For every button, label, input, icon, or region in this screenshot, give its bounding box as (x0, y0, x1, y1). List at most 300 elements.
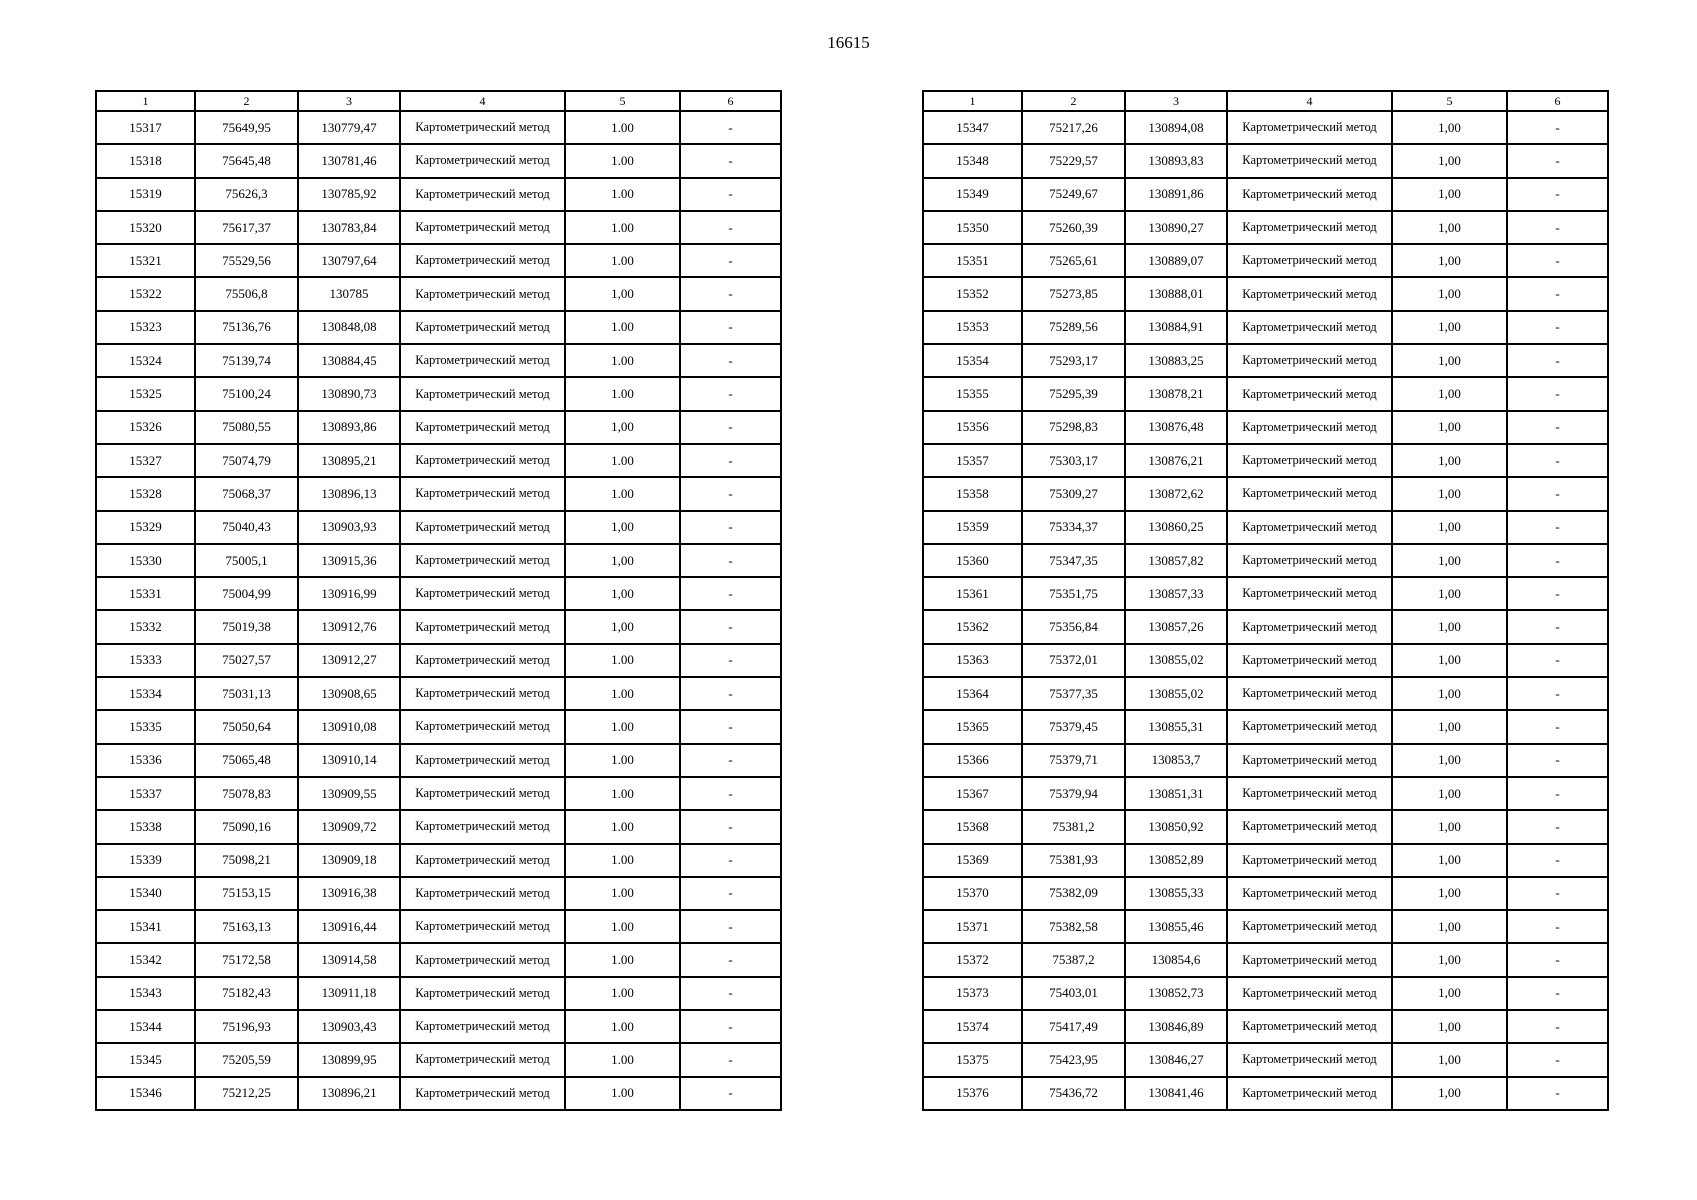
x-coordinate-cell: 75004,99 (195, 577, 298, 610)
description-cell: - (680, 943, 781, 976)
column-header-5: 5 (565, 91, 680, 111)
y-coordinate-cell: 130855,31 (1125, 710, 1227, 743)
accuracy-cell: 1,00 (565, 411, 680, 444)
accuracy-cell: 1,00 (565, 610, 680, 643)
description-cell: - (1507, 1010, 1608, 1043)
x-coordinate-cell: 75136,76 (195, 311, 298, 344)
description-cell: - (680, 1010, 781, 1043)
method-cell: Картометрический метод (400, 477, 565, 510)
method-cell: Картометрический метод (1227, 777, 1392, 810)
y-coordinate-cell: 130909,72 (298, 810, 400, 843)
method-cell: Картометрический метод (400, 244, 565, 277)
table-row (96, 144, 781, 177)
y-coordinate-cell: 130903,93 (298, 511, 400, 544)
x-coordinate-cell: 75040,43 (195, 511, 298, 544)
column-header-3: 3 (1125, 91, 1227, 111)
description-cell: - (1507, 344, 1608, 377)
description-cell: - (680, 710, 781, 743)
description-cell: - (1507, 178, 1608, 211)
accuracy-cell: 1,00 (565, 277, 680, 310)
x-coordinate-cell: 75182,43 (195, 977, 298, 1010)
x-coordinate-cell: 75347,35 (1022, 544, 1125, 577)
accuracy-cell: 1,00 (1392, 910, 1507, 943)
table-row (96, 277, 781, 310)
table-row (923, 1010, 1608, 1043)
method-cell: Картометрический метод (400, 810, 565, 843)
table-row (96, 977, 781, 1010)
accuracy-cell: 1,00 (1392, 277, 1507, 310)
table-row (96, 377, 781, 410)
table-row (96, 810, 781, 843)
y-coordinate-cell: 130908,65 (298, 677, 400, 710)
accuracy-cell: 1,00 (1392, 511, 1507, 544)
accuracy-cell: 1.00 (565, 910, 680, 943)
method-cell: Картометрический метод (400, 178, 565, 211)
x-coordinate-cell: 75217,26 (1022, 111, 1125, 144)
method-cell: Картометрический метод (400, 777, 565, 810)
table-row (96, 744, 781, 777)
accuracy-cell: 1.00 (565, 777, 680, 810)
column-header-6: 6 (1507, 91, 1608, 111)
x-coordinate-cell: 75078,83 (195, 777, 298, 810)
description-cell: - (680, 144, 781, 177)
accuracy-cell: 1,00 (1392, 444, 1507, 477)
x-coordinate-cell: 75423,95 (1022, 1043, 1125, 1076)
table-row (923, 411, 1608, 444)
x-coordinate-cell: 75436,72 (1022, 1077, 1125, 1110)
accuracy-cell: 1,00 (1392, 777, 1507, 810)
point-number-cell: 15364 (923, 677, 1022, 710)
y-coordinate-cell: 130851,31 (1125, 777, 1227, 810)
description-cell: - (1507, 710, 1608, 743)
point-number-cell: 15327 (96, 444, 195, 477)
point-number-cell: 15338 (96, 810, 195, 843)
point-number-cell: 15350 (923, 211, 1022, 244)
accuracy-cell: 1,00 (1392, 977, 1507, 1010)
description-cell: - (1507, 977, 1608, 1010)
description-cell: - (680, 677, 781, 710)
y-coordinate-cell: 130895,21 (298, 444, 400, 477)
table-row (923, 577, 1608, 610)
table-row (96, 344, 781, 377)
point-number-cell: 15366 (923, 744, 1022, 777)
accuracy-cell: 1,00 (1392, 311, 1507, 344)
point-number-cell: 15370 (923, 877, 1022, 910)
description-cell: - (680, 644, 781, 677)
point-number-cell: 15359 (923, 511, 1022, 544)
accuracy-cell: 1,00 (1392, 211, 1507, 244)
x-coordinate-cell: 75090,16 (195, 810, 298, 843)
x-coordinate-cell: 75303,17 (1022, 444, 1125, 477)
column-header-2: 2 (1022, 91, 1125, 111)
description-cell: - (680, 244, 781, 277)
accuracy-cell: 1,00 (565, 577, 680, 610)
point-number-cell: 15326 (96, 411, 195, 444)
table-row (923, 844, 1608, 877)
description-cell: - (680, 810, 781, 843)
y-coordinate-cell: 130854,6 (1125, 943, 1227, 976)
description-cell: - (680, 111, 781, 144)
coordinates-table-right (922, 90, 1609, 1111)
x-coordinate-cell: 75229,57 (1022, 144, 1125, 177)
table-row (923, 144, 1608, 177)
method-cell: Картометрический метод (400, 511, 565, 544)
point-number-cell: 15354 (923, 344, 1022, 377)
y-coordinate-cell: 130899,95 (298, 1043, 400, 1076)
point-number-cell: 15331 (96, 577, 195, 610)
column-header-1: 1 (96, 91, 195, 111)
x-coordinate-cell: 75265,61 (1022, 244, 1125, 277)
point-number-cell: 15333 (96, 644, 195, 677)
x-coordinate-cell: 75139,74 (195, 344, 298, 377)
x-coordinate-cell: 75027,57 (195, 644, 298, 677)
method-cell: Картометрический метод (400, 610, 565, 643)
point-number-cell: 15349 (923, 178, 1022, 211)
method-cell: Картометрический метод (400, 311, 565, 344)
table-row (96, 244, 781, 277)
y-coordinate-cell: 130911,18 (298, 977, 400, 1010)
accuracy-cell: 1,00 (1392, 111, 1507, 144)
accuracy-cell: 1,00 (1392, 644, 1507, 677)
accuracy-cell: 1.00 (565, 244, 680, 277)
description-cell: - (1507, 644, 1608, 677)
x-coordinate-cell: 75387,2 (1022, 943, 1125, 976)
point-number-cell: 15357 (923, 444, 1022, 477)
table-row (923, 943, 1608, 976)
x-coordinate-cell: 75065,48 (195, 744, 298, 777)
description-cell: - (1507, 511, 1608, 544)
accuracy-cell: 1.00 (565, 943, 680, 976)
method-cell: Картометрический метод (400, 111, 565, 144)
method-cell: Картометрический метод (1227, 910, 1392, 943)
accuracy-cell: 1.00 (565, 444, 680, 477)
accuracy-cell: 1.00 (565, 1077, 680, 1110)
x-coordinate-cell: 75100,24 (195, 377, 298, 410)
point-number-cell: 15344 (96, 1010, 195, 1043)
description-cell: - (680, 844, 781, 877)
table-row (923, 477, 1608, 510)
table-row (923, 511, 1608, 544)
method-cell: Картометрический метод (400, 677, 565, 710)
point-number-cell: 15318 (96, 144, 195, 177)
description-cell: - (1507, 477, 1608, 510)
y-coordinate-cell: 130797,64 (298, 244, 400, 277)
accuracy-cell: 1.00 (565, 1010, 680, 1043)
accuracy-cell: 1.00 (565, 111, 680, 144)
point-number-cell: 15341 (96, 910, 195, 943)
description-cell: - (680, 610, 781, 643)
column-header-5: 5 (1392, 91, 1507, 111)
method-cell: Картометрический метод (1227, 144, 1392, 177)
table-row (96, 544, 781, 577)
y-coordinate-cell: 130853,7 (1125, 744, 1227, 777)
x-coordinate-cell: 75529,56 (195, 244, 298, 277)
y-coordinate-cell: 130915,36 (298, 544, 400, 577)
point-number-cell: 15346 (96, 1077, 195, 1110)
point-number-cell: 15325 (96, 377, 195, 410)
description-cell: - (680, 444, 781, 477)
accuracy-cell: 1,00 (1392, 477, 1507, 510)
column-header-4: 4 (1227, 91, 1392, 111)
description-cell: - (1507, 610, 1608, 643)
description-cell: - (1507, 111, 1608, 144)
y-coordinate-cell: 130903,43 (298, 1010, 400, 1043)
point-number-cell: 15362 (923, 610, 1022, 643)
y-coordinate-cell: 130891,86 (1125, 178, 1227, 211)
page-number: 16615 (827, 33, 870, 52)
point-number-cell: 15342 (96, 943, 195, 976)
x-coordinate-cell: 75068,37 (195, 477, 298, 510)
y-coordinate-cell: 130846,27 (1125, 1043, 1227, 1076)
method-cell: Картометрический метод (400, 943, 565, 976)
accuracy-cell: 1,00 (1392, 610, 1507, 643)
point-number-cell: 15322 (96, 277, 195, 310)
description-cell: - (1507, 1077, 1608, 1110)
column-header-3: 3 (298, 91, 400, 111)
y-coordinate-cell: 130872,62 (1125, 477, 1227, 510)
y-coordinate-cell: 130850,92 (1125, 810, 1227, 843)
description-cell: - (680, 311, 781, 344)
table-row (96, 644, 781, 677)
accuracy-cell: 1,00 (1392, 411, 1507, 444)
method-cell: Картометрический метод (1227, 544, 1392, 577)
description-cell: - (680, 277, 781, 310)
table-row (923, 644, 1608, 677)
table-row (923, 710, 1608, 743)
y-coordinate-cell: 130910,14 (298, 744, 400, 777)
method-cell: Картометрический метод (400, 144, 565, 177)
description-cell: - (1507, 677, 1608, 710)
point-number-cell: 15343 (96, 977, 195, 1010)
point-number-cell: 15372 (923, 943, 1022, 976)
y-coordinate-cell: 130884,91 (1125, 311, 1227, 344)
accuracy-cell: 1.00 (565, 644, 680, 677)
method-cell: Картометрический метод (400, 211, 565, 244)
table-row (96, 1043, 781, 1076)
description-cell: - (680, 544, 781, 577)
y-coordinate-cell: 130855,02 (1125, 644, 1227, 677)
point-number-cell: 15369 (923, 844, 1022, 877)
y-coordinate-cell: 130785,92 (298, 178, 400, 211)
x-coordinate-cell: 75379,45 (1022, 710, 1125, 743)
table-row (96, 211, 781, 244)
method-cell: Картометрический метод (1227, 411, 1392, 444)
method-cell: Картометрический метод (1227, 1077, 1392, 1110)
point-number-cell: 15340 (96, 877, 195, 910)
accuracy-cell: 1.00 (565, 477, 680, 510)
table-row (923, 977, 1608, 1010)
method-cell: Картометрический метод (400, 1043, 565, 1076)
accuracy-cell: 1.00 (565, 344, 680, 377)
y-coordinate-cell: 130912,76 (298, 610, 400, 643)
description-cell: - (680, 744, 781, 777)
method-cell: Картометрический метод (400, 644, 565, 677)
accuracy-cell: 1,00 (1392, 1043, 1507, 1076)
point-number-cell: 15368 (923, 810, 1022, 843)
x-coordinate-cell: 75098,21 (195, 844, 298, 877)
method-cell: Картометрический метод (400, 877, 565, 910)
table-row (96, 1077, 781, 1110)
y-coordinate-cell: 130785 (298, 277, 400, 310)
accuracy-cell: 1,00 (1392, 810, 1507, 843)
x-coordinate-cell: 75005,1 (195, 544, 298, 577)
description-cell: - (1507, 744, 1608, 777)
method-cell: Картометрический метод (1227, 744, 1392, 777)
accuracy-cell: 1.00 (565, 211, 680, 244)
y-coordinate-cell: 130896,21 (298, 1077, 400, 1110)
x-coordinate-cell: 75212,25 (195, 1077, 298, 1110)
x-coordinate-cell: 75626,3 (195, 178, 298, 211)
description-cell: - (1507, 444, 1608, 477)
x-coordinate-cell: 75074,79 (195, 444, 298, 477)
x-coordinate-cell: 75382,58 (1022, 910, 1125, 943)
description-cell: - (680, 977, 781, 1010)
description-cell: - (1507, 910, 1608, 943)
x-coordinate-cell: 75506,8 (195, 277, 298, 310)
method-cell: Картометрический метод (1227, 211, 1392, 244)
method-cell: Картометрический метод (1227, 178, 1392, 211)
table-header-row (923, 91, 1608, 111)
accuracy-cell: 1.00 (565, 144, 680, 177)
accuracy-cell: 1,00 (1392, 1077, 1507, 1110)
point-number-cell: 15320 (96, 211, 195, 244)
table-row (96, 1010, 781, 1043)
accuracy-cell: 1,00 (1392, 178, 1507, 211)
description-cell: - (680, 178, 781, 211)
point-number-cell: 15337 (96, 777, 195, 810)
point-number-cell: 15334 (96, 677, 195, 710)
point-number-cell: 15363 (923, 644, 1022, 677)
description-cell: - (680, 344, 781, 377)
y-coordinate-cell: 130914,58 (298, 943, 400, 976)
y-coordinate-cell: 130894,08 (1125, 111, 1227, 144)
x-coordinate-cell: 75289,56 (1022, 311, 1125, 344)
x-coordinate-cell: 75309,27 (1022, 477, 1125, 510)
x-coordinate-cell: 75295,39 (1022, 377, 1125, 410)
y-coordinate-cell: 130857,33 (1125, 577, 1227, 610)
x-coordinate-cell: 75381,2 (1022, 810, 1125, 843)
description-cell: - (1507, 411, 1608, 444)
table-row (923, 444, 1608, 477)
y-coordinate-cell: 130888,01 (1125, 277, 1227, 310)
point-number-cell: 15345 (96, 1043, 195, 1076)
description-cell: - (680, 910, 781, 943)
description-cell: - (1507, 844, 1608, 877)
table-row (96, 444, 781, 477)
table-row (96, 577, 781, 610)
y-coordinate-cell: 130857,82 (1125, 544, 1227, 577)
table-row (923, 877, 1608, 910)
table-row (96, 511, 781, 544)
accuracy-cell: 1.00 (565, 810, 680, 843)
table-row (923, 777, 1608, 810)
point-number-cell: 15371 (923, 910, 1022, 943)
accuracy-cell: 1.00 (565, 178, 680, 211)
x-coordinate-cell: 75617,37 (195, 211, 298, 244)
x-coordinate-cell: 75153,15 (195, 877, 298, 910)
description-cell: - (680, 211, 781, 244)
accuracy-cell: 1,00 (565, 544, 680, 577)
point-number-cell: 15351 (923, 244, 1022, 277)
accuracy-cell: 1,00 (1392, 844, 1507, 877)
description-cell: - (680, 411, 781, 444)
method-cell: Картометрический метод (400, 1010, 565, 1043)
x-coordinate-cell: 75379,71 (1022, 744, 1125, 777)
y-coordinate-cell: 130857,26 (1125, 610, 1227, 643)
table-row (923, 344, 1608, 377)
coordinates-table-left (95, 90, 782, 1111)
accuracy-cell: 1,00 (1392, 544, 1507, 577)
description-cell: - (680, 477, 781, 510)
point-number-cell: 15358 (923, 477, 1022, 510)
point-number-cell: 15373 (923, 977, 1022, 1010)
table-row (923, 1077, 1608, 1110)
x-coordinate-cell: 75649,95 (195, 111, 298, 144)
description-cell: - (680, 377, 781, 410)
description-cell: - (1507, 144, 1608, 177)
table-row (923, 810, 1608, 843)
table-row (96, 710, 781, 743)
table-row (923, 610, 1608, 643)
y-coordinate-cell: 130909,55 (298, 777, 400, 810)
point-number-cell: 15348 (923, 144, 1022, 177)
method-cell: Картометрический метод (400, 544, 565, 577)
method-cell: Картометрический метод (1227, 977, 1392, 1010)
table-row (923, 311, 1608, 344)
point-number-cell: 15355 (923, 377, 1022, 410)
point-number-cell: 15319 (96, 178, 195, 211)
y-coordinate-cell: 130852,73 (1125, 977, 1227, 1010)
accuracy-cell: 1.00 (565, 311, 680, 344)
accuracy-cell: 1.00 (565, 844, 680, 877)
description-cell: - (1507, 311, 1608, 344)
point-number-cell: 15375 (923, 1043, 1022, 1076)
method-cell: Картометрический метод (1227, 244, 1392, 277)
description-cell: - (1507, 777, 1608, 810)
point-number-cell: 15367 (923, 777, 1022, 810)
method-cell: Картометрический метод (400, 444, 565, 477)
y-coordinate-cell: 130855,33 (1125, 877, 1227, 910)
point-number-cell: 15356 (923, 411, 1022, 444)
x-coordinate-cell: 75031,13 (195, 677, 298, 710)
method-cell: Картометрический метод (1227, 810, 1392, 843)
point-number-cell: 15374 (923, 1010, 1022, 1043)
description-cell: - (1507, 244, 1608, 277)
table-row (923, 677, 1608, 710)
method-cell: Картометрический метод (1227, 610, 1392, 643)
point-number-cell: 15361 (923, 577, 1022, 610)
x-coordinate-cell: 75356,84 (1022, 610, 1125, 643)
method-cell: Картометрический метод (1227, 1010, 1392, 1043)
x-coordinate-cell: 75377,35 (1022, 677, 1125, 710)
method-cell: Картометрический метод (1227, 577, 1392, 610)
table-row (96, 844, 781, 877)
method-cell: Картометрический метод (400, 411, 565, 444)
method-cell: Картометрический метод (400, 977, 565, 1010)
accuracy-cell: 1.00 (565, 1043, 680, 1076)
x-coordinate-cell: 75080,55 (195, 411, 298, 444)
description-cell: - (1507, 810, 1608, 843)
accuracy-cell: 1,00 (1392, 877, 1507, 910)
table-row (96, 943, 781, 976)
method-cell: Картометрический метод (400, 344, 565, 377)
method-cell: Картометрический метод (400, 377, 565, 410)
table-row (96, 178, 781, 211)
accuracy-cell: 1,00 (1392, 577, 1507, 610)
method-cell: Картометрический метод (1227, 844, 1392, 877)
x-coordinate-cell: 75334,37 (1022, 511, 1125, 544)
y-coordinate-cell: 130889,07 (1125, 244, 1227, 277)
